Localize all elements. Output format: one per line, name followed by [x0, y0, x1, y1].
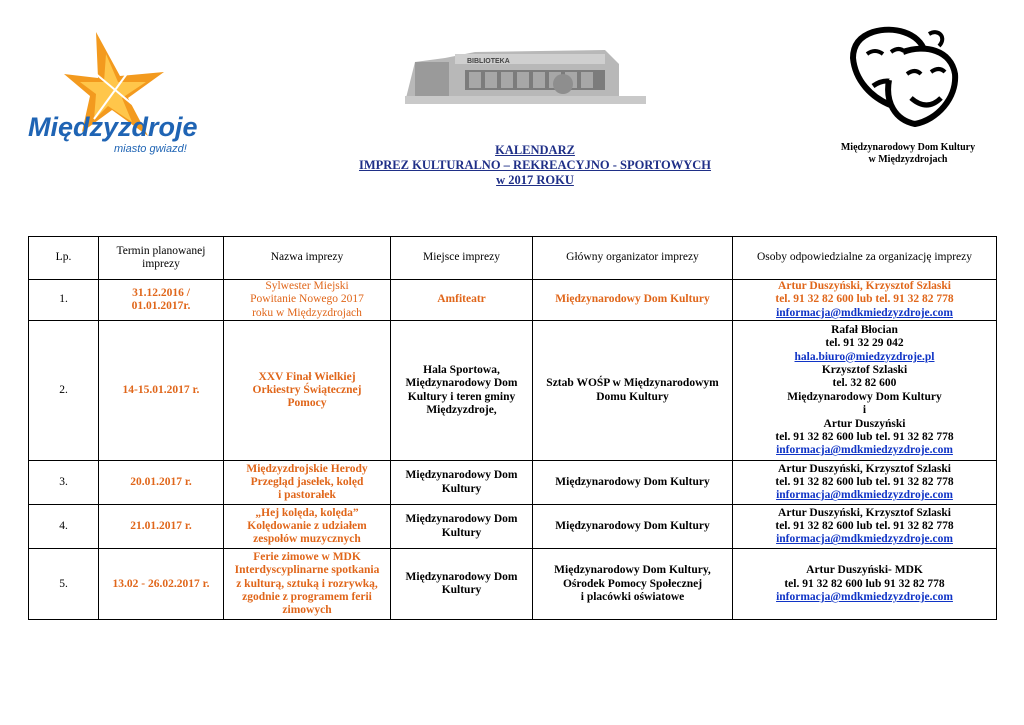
osoby-line: tel. 91 32 29 042	[825, 337, 904, 350]
organizator-line: Ośrodek Pomocy Społecznej	[562, 577, 703, 590]
osoby-line: Artur Duszyński	[823, 417, 906, 430]
cell-nazwa	[224, 280, 391, 321]
nazwa-line: z kulturą, sztuką i rozrywką,	[236, 577, 378, 590]
cell-termin	[99, 280, 224, 321]
osoby-line: i	[862, 404, 867, 417]
star-logo-icon	[24, 24, 204, 159]
osoby-line: Międzynarodowy Dom Kultury	[787, 390, 942, 403]
termin-line: 20.01.2017 r.	[130, 476, 192, 489]
email-link[interactable]: hala.biuro@miedzyzdroje.pl	[794, 350, 935, 363]
logo-text: Międzyzdroje	[28, 112, 198, 142]
nazwa-line: Międzyzdrojskie Herody	[246, 462, 368, 475]
col-header-osoby: Osoby odpowiedzialne za organizację imprezy	[733, 237, 997, 280]
nazwa-line: Kolędowanie z udziałem	[247, 520, 367, 533]
col-header-miejsce: Miejsce imprezy	[391, 237, 533, 280]
page-title	[300, 143, 770, 188]
nazwa-line: Interdyscyplinarne spotkania	[234, 564, 380, 577]
miejsce-line: Międzynarodowy Dom	[405, 469, 518, 482]
title-line-3: w 2017 ROKU	[496, 173, 574, 187]
cell-lp	[29, 280, 99, 321]
cell-osoby	[733, 280, 997, 321]
table-row	[29, 505, 997, 549]
table-row	[29, 461, 997, 505]
nazwa-line: i pastorałek	[278, 489, 336, 502]
organizator-line: Międzynarodowy Dom Kultury,	[554, 564, 711, 577]
cell-termin	[99, 461, 224, 505]
logo-slogan: miasto gwiazd!	[114, 143, 187, 155]
email-link[interactable]: informacja@mdkmiedzyzdroje.com	[776, 489, 953, 502]
cell-osoby	[733, 549, 997, 620]
termin-line: 31.12.2016 /	[132, 286, 190, 299]
miejsce-line: Międzyzdroje,	[426, 404, 497, 417]
nazwa-line: Pomocy	[287, 397, 327, 410]
miejsce-line: Hala Sportowa,	[423, 363, 500, 376]
cell-organizator	[533, 549, 733, 620]
cell-osoby	[733, 505, 997, 549]
cell-organizator	[533, 321, 733, 461]
cell-termin	[99, 321, 224, 461]
title-line-1: KALENDARZ	[495, 143, 575, 157]
osoby-line: tel. 32 82 600	[832, 377, 897, 390]
cell-lp	[29, 505, 99, 549]
col-header-organizator: Główny organizator imprezy	[533, 237, 733, 280]
miejsce-line: Kultury	[441, 482, 482, 495]
table-row	[29, 549, 997, 620]
termin-line: 14-15.01.2017 r.	[122, 384, 200, 397]
organizator-line: Międzynarodowy Dom Kultury	[555, 293, 710, 306]
organizator-line: Domu Kultury	[596, 390, 669, 403]
termin-line: 13.02 - 26.02.2017 r.	[112, 577, 210, 590]
organizator-line: Sztab WOŚP w Międzynarodowym	[546, 377, 719, 390]
organizator-line: Międzynarodowy Dom Kultury	[555, 476, 710, 489]
organizator-line: i placówki oświatowe	[580, 590, 685, 603]
miejsce-line: Kultury i teren gminy	[407, 390, 516, 403]
lp-line: 4.	[59, 520, 68, 533]
building-photo	[405, 44, 646, 104]
osoby-line: Artur Duszyński- MDK	[806, 564, 923, 577]
cell-nazwa	[224, 321, 391, 461]
table-row	[29, 321, 997, 461]
cell-miejsce	[391, 321, 533, 461]
osoby-line: tel. 91 32 82 600 lub tel. 91 32 82 778	[775, 293, 954, 306]
osoby-line: Artur Duszyński, Krzysztof Szlaski	[778, 462, 951, 475]
email-link[interactable]: informacja@mdkmiedzyzdroje.com	[776, 444, 953, 457]
lp-line: 1.	[59, 293, 68, 306]
cell-nazwa	[224, 549, 391, 620]
events-table	[28, 236, 997, 620]
nazwa-line: Powitanie Nowego 2017	[250, 293, 364, 306]
table-header-row	[29, 237, 997, 280]
cell-miejsce	[391, 505, 533, 549]
cell-organizator	[533, 280, 733, 321]
cell-nazwa	[224, 461, 391, 505]
theatre-masks-icon	[833, 24, 983, 134]
miejsce-line: Kultury	[441, 526, 482, 539]
osoby-line: tel. 91 32 82 600 lub 91 32 82 778	[784, 577, 945, 590]
cell-osoby	[733, 461, 997, 505]
nazwa-line: „Hej kolęda, kolęda”	[255, 506, 359, 519]
mdk-caption-2: w Międzyzdrojach	[868, 154, 948, 165]
lp-line: 2.	[59, 384, 68, 397]
cell-miejsce	[391, 461, 533, 505]
nazwa-line: Ferie zimowe w MDK	[253, 550, 361, 563]
miejsce-line: Międzynarodowy Dom	[405, 377, 518, 390]
email-link[interactable]: informacja@mdkmiedzyzdroje.com	[776, 306, 953, 319]
osoby-line: Artur Duszyński, Krzysztof Szlaski	[778, 280, 951, 292]
cell-organizator	[533, 461, 733, 505]
miedzyzdroje-logo	[24, 24, 204, 159]
cell-miejsce	[391, 280, 533, 321]
title-line-2: IMPREZ KULTURALNO – REKREACYJNO - SPORTOWYCH	[358, 158, 712, 172]
cell-lp	[29, 321, 99, 461]
osoby-line: Rafał Błocian	[831, 323, 898, 336]
osoby-line: Krzysztof Szlaski	[821, 363, 908, 376]
nazwa-line: Sylwester Miejski	[265, 280, 349, 292]
cell-lp	[29, 461, 99, 505]
cell-nazwa	[224, 505, 391, 549]
nazwa-line: roku w Międzyzdrojach	[252, 306, 362, 319]
organizator-line: Międzynarodowy Dom Kultury	[555, 520, 710, 533]
email-link[interactable]: informacja@mdkmiedzyzdroje.com	[776, 533, 953, 546]
lp-line: 3.	[59, 476, 68, 489]
osoby-line: Artur Duszyński, Krzysztof Szlaski	[778, 506, 951, 519]
termin-line: 01.01.2017r.	[131, 300, 191, 313]
miejsce-line: Międzynarodowy Dom	[405, 513, 518, 526]
termin-line: 21.01.2017 r.	[130, 520, 192, 533]
cell-lp	[29, 549, 99, 620]
osoby-line: tel. 91 32 82 600 lub tel. 91 32 82 778	[775, 520, 954, 533]
osoby-line: tel. 91 32 82 600 lub tel. 91 32 82 778	[775, 430, 954, 443]
nazwa-line: zgodnie z programem ferii	[242, 590, 372, 603]
mdk-logo	[833, 24, 983, 169]
miejsce-line: Międzynarodowy Dom	[405, 570, 518, 583]
nazwa-line: Orkiestry Świątecznej	[252, 384, 362, 397]
table-row	[29, 280, 997, 321]
cell-miejsce	[391, 549, 533, 620]
building-sign: BIBLIOTEKA	[467, 58, 510, 65]
nazwa-line: zespołów muzycznych	[253, 533, 361, 546]
osoby-line: tel. 91 32 82 600 lub tel. 91 32 82 778	[775, 476, 954, 489]
cell-organizator	[533, 505, 733, 549]
nazwa-line: zimowych	[282, 604, 332, 617]
col-header-nazwa: Nazwa imprezy	[224, 237, 391, 280]
mdk-caption-1: Międzynarodowy Dom Kultury	[840, 142, 976, 153]
cell-osoby	[733, 321, 997, 461]
col-header-lp: Lp.	[29, 237, 99, 280]
cell-termin	[99, 549, 224, 620]
cell-termin	[99, 505, 224, 549]
miejsce-line: Amfiteatr	[437, 293, 486, 306]
lp-line: 5.	[59, 577, 68, 590]
miejsce-line: Kultury	[441, 584, 482, 597]
email-link[interactable]: informacja@mdkmiedzyzdroje.com	[776, 590, 953, 603]
col-header-termin: Termin planowanej imprezy	[99, 237, 224, 280]
nazwa-line: XXV Finał Wielkiej	[258, 370, 356, 383]
nazwa-line: Przegląd jasełek, kolęd	[250, 476, 364, 489]
